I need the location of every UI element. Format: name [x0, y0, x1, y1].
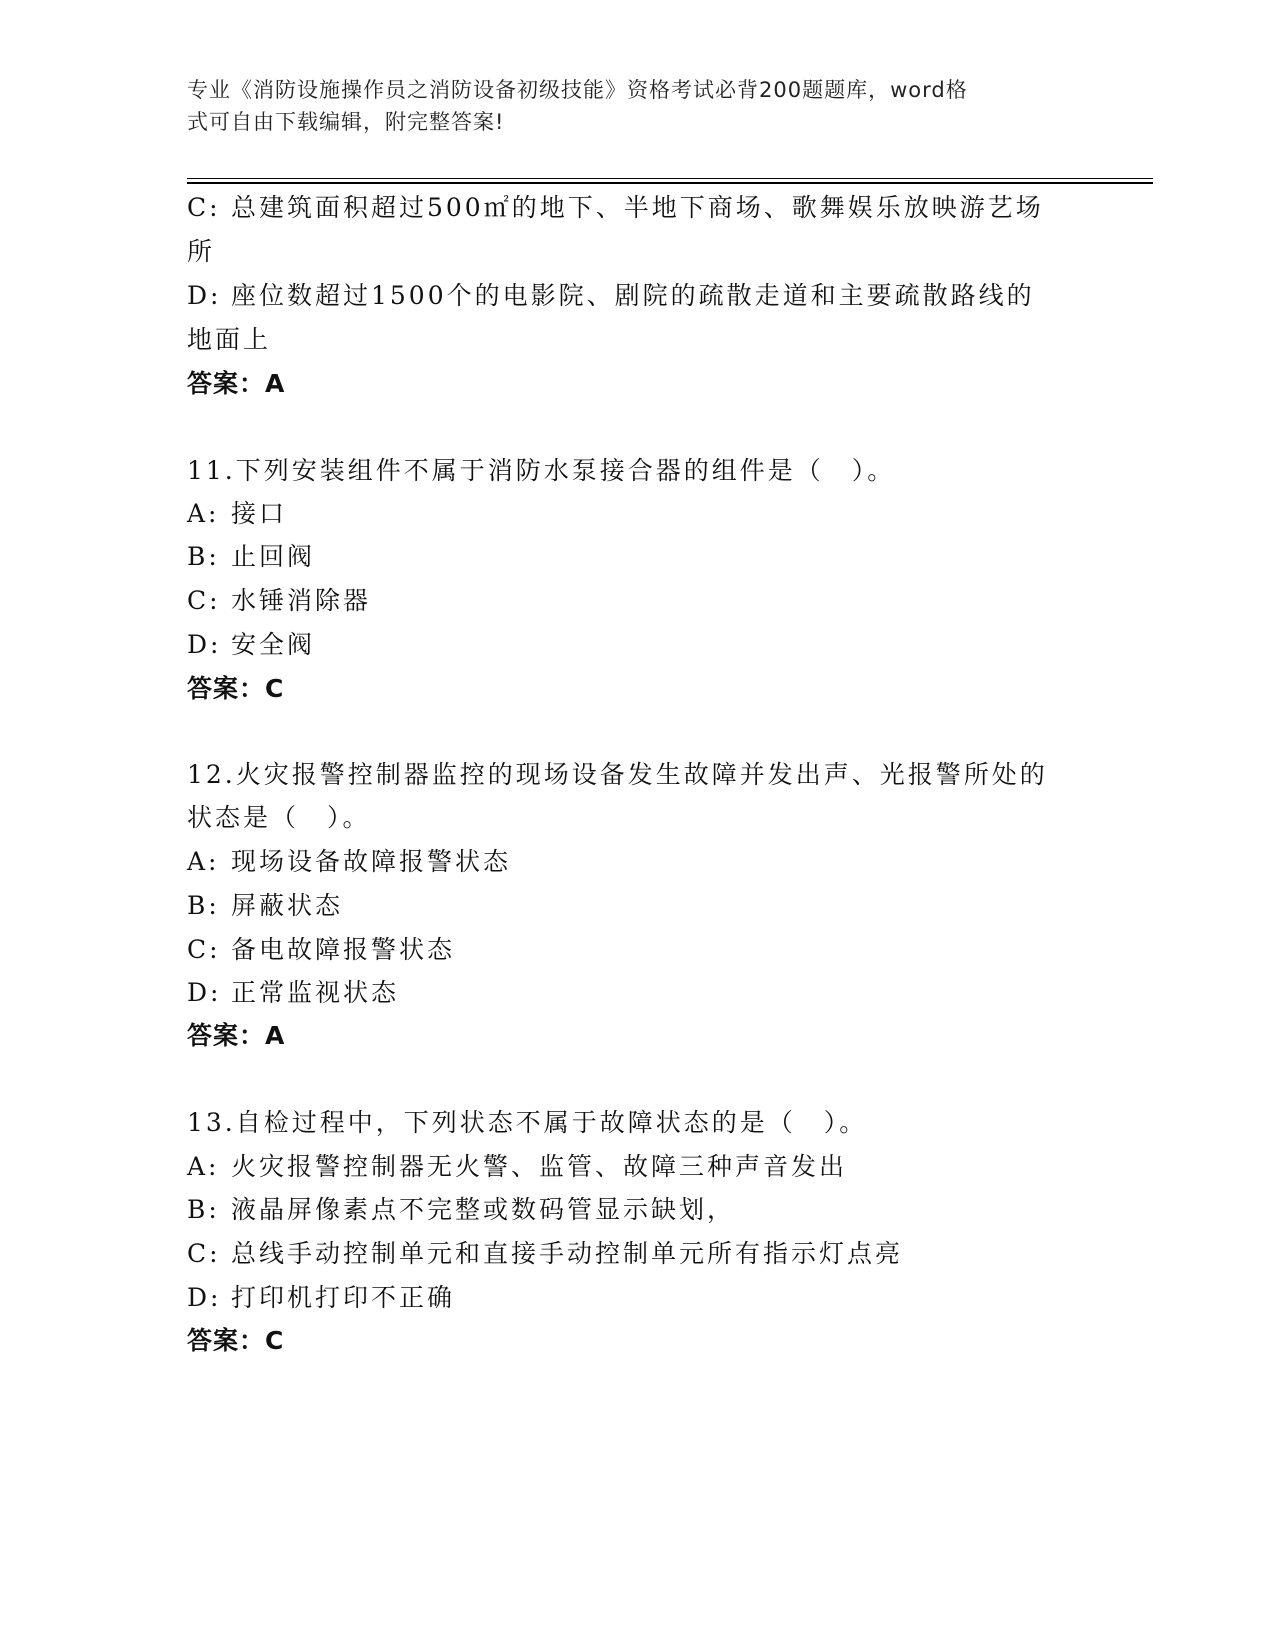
- option-text: 总线手动控制单元和直接手动控制单元所有指示灯点亮: [231, 1239, 904, 1268]
- question-stem: 12.火灾报警控制器监控的现场设备发生故障并发出声、光报警所处的: [187, 760, 1048, 789]
- answer: 答案：C: [187, 1326, 285, 1355]
- option-label: A:: [187, 1152, 220, 1181]
- header-text: [187, 74, 1067, 138]
- option-label: A:: [187, 847, 220, 876]
- option-b: [187, 1195, 735, 1225]
- option-d: [187, 281, 1035, 311]
- option-label: C:: [187, 935, 221, 964]
- option-text: 火灾报警控制器无火警、监管、故障三种声音发出: [231, 1152, 848, 1181]
- question-stem-continued: 状态是（ ）。: [187, 803, 371, 832]
- option-label: D:: [187, 978, 222, 1007]
- option-label: D:: [187, 281, 222, 310]
- option-label: D:: [187, 1283, 222, 1312]
- option-d: [187, 978, 399, 1008]
- question-stem: 11.下列安装组件不属于消防水泵接合器的组件是（ ）。: [187, 456, 896, 485]
- option-text: 液晶屏像素点不完整或数码管显示缺划，: [231, 1195, 736, 1224]
- option-c-continued: 所: [187, 237, 216, 266]
- option-d: [187, 630, 315, 660]
- header-divider-thick: [187, 182, 1153, 184]
- option-a: [187, 499, 287, 529]
- option-text: 座位数超过1500个的电影院、剧院的疏散走道和主要疏散路线的: [231, 281, 1035, 310]
- option-text: 止回阀: [231, 542, 316, 571]
- option-d: [187, 1283, 455, 1313]
- option-a: [187, 1152, 847, 1182]
- option-label: B:: [187, 891, 220, 920]
- option-text: 接口: [231, 499, 288, 528]
- option-label: A:: [187, 499, 220, 528]
- option-d-continued: 地面上: [187, 325, 272, 354]
- option-a: [187, 847, 511, 877]
- option-text: 屏蔽状态: [231, 891, 344, 920]
- option-c: [187, 935, 455, 965]
- question-stem: 13.自检过程中，下列状态不属于故障状态的是（ ）。: [187, 1108, 868, 1137]
- option-text: 安全阀: [231, 630, 316, 659]
- option-c: [187, 586, 371, 616]
- option-b: [187, 891, 343, 921]
- option-label: B:: [187, 1195, 220, 1224]
- answer: 答案：A: [187, 1021, 286, 1050]
- option-text: 水锤消除器: [231, 586, 372, 615]
- option-b: [187, 542, 315, 572]
- option-c: [187, 193, 1044, 223]
- header-divider-thin: [187, 178, 1153, 179]
- option-text: 备电故障报警状态: [231, 935, 456, 964]
- header-line-1: 专业《消防设施操作员之消防设备初级技能》资格考试必背200题题库，word格: [187, 78, 968, 102]
- header-line-2: 式可自由下载编辑，附完整答案!: [187, 110, 505, 134]
- answer: 答案：C: [187, 674, 285, 703]
- option-text: 打印机打印不正确: [231, 1283, 456, 1312]
- option-c: [187, 1239, 903, 1269]
- option-text: 正常监视状态: [231, 978, 400, 1007]
- option-label: C:: [187, 193, 221, 222]
- option-text: 总建筑面积超过500㎡的地下、半地下商场、歌舞娱乐放映游艺场: [231, 193, 1044, 222]
- option-label: C:: [187, 1239, 221, 1268]
- option-label: B:: [187, 542, 220, 571]
- option-text: 现场设备故障报警状态: [231, 847, 512, 876]
- answer: 答案：A: [187, 369, 286, 398]
- option-label: D:: [187, 630, 222, 659]
- option-label: C:: [187, 586, 221, 615]
